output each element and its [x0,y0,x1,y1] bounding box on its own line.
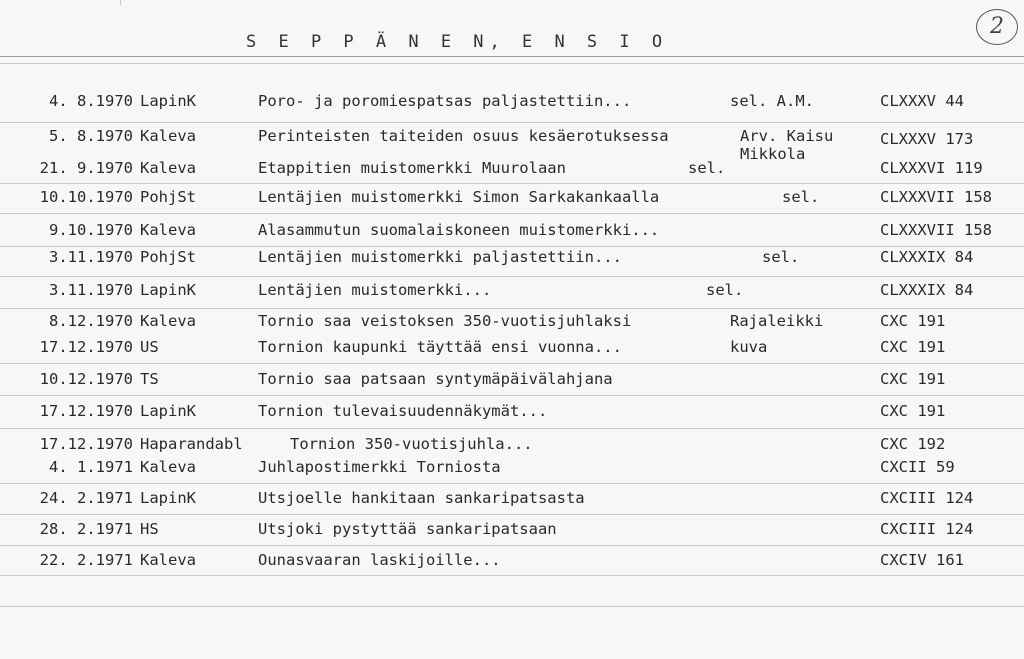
entry-reference: CLXXXV 44 [880,92,964,110]
entry-newspaper: US [140,338,159,356]
entry-note: sel. [706,281,744,299]
entry-note: sel. [782,188,820,206]
entry-reference: CLXXXVII 158 [880,221,992,239]
entry-title: Ounasvaaran laskijoille... [258,551,501,569]
entry-note: sel. [762,248,800,266]
entry-date: 3.11.1970 [49,281,133,299]
entry-newspaper: Haparandabl [140,435,243,453]
entry-reference: CXCIV 161 [880,551,964,569]
entry-note: sel. [688,159,726,177]
entry-date: 9.10.1970 [49,221,133,239]
entry-reference: CXCIII 124 [880,520,974,538]
entry-title: Lentäjien muistomerkki paljastettiin... [258,248,622,266]
entry-note: Rajaleikki [730,312,824,330]
entry-date: 4. 1.1971 [49,458,133,476]
entry-newspaper: PohjSt [140,248,196,266]
entry-reference: CLXXXVI 119 [880,159,983,177]
entry-title: Lentäjien muistomerkki Simon Sarkakankaalla [258,188,660,206]
entry-date: 4. 8.1970 [49,92,133,110]
entry-title: Etappitien muistomerkki Muurolaan [258,159,566,177]
divider [0,63,1024,64]
entry-title: Utsjoki pystyttää sankaripatsaan [258,520,557,538]
entry-title: Perinteisten taiteiden osuus kesäerotuksessa [258,127,669,145]
entry-note: sel. A.M. [730,92,814,110]
entry-reference: CXC 191 [880,402,946,420]
entry-reference: CXC 191 [880,370,946,388]
entry-reference: CLXXXV 173 [880,130,974,148]
entry-title: Tornion tulevaisuudennäkymät... [258,402,548,420]
entry-date: 10.12.1970 [39,370,133,388]
entry-title: Utsjoelle hankitaan sankaripatsasta [258,489,585,507]
entry-newspaper: Kaleva [140,312,196,330]
entry-newspaper: LapinK [140,489,196,507]
entry-newspaper: Kaleva [140,551,196,569]
entry-date: 22. 2.1971 [39,551,133,569]
entry-note: kuva [730,338,768,356]
entry-newspaper: PohjSt [140,188,196,206]
entry-reference: CLXXXVII 158 [880,188,992,206]
circled-page-number: 2 [976,9,1018,45]
entry-date: 21. 9.1970 [39,159,133,177]
entry-reference: CXCII 59 [880,458,955,476]
entry-newspaper: Kaleva [140,221,196,239]
entry-date: 28. 2.1971 [39,520,133,538]
entry-newspaper: LapinK [140,402,196,420]
entry-newspaper: TS [140,370,159,388]
entry-title: Juhlapostimerkki Torniosta [258,458,501,476]
entry-date: 3.11.1970 [49,248,133,266]
entry-date: 5. 8.1970 [49,127,133,145]
entry-newspaper: LapinK [140,281,196,299]
entry-note-continued: Mikkola [740,145,806,163]
entry-reference: CXC 191 [880,312,946,330]
entry-reference: CLXXXIX 84 [880,248,974,266]
entry-date: 17.12.1970 [39,435,133,453]
entry-title: Tornion kaupunki täyttää ensi vuonna... [258,338,622,356]
entry-title: Lentäjien muistomerkki... [258,281,492,299]
entry-date: 17.12.1970 [39,402,133,420]
entry-date: 24. 2.1971 [39,489,133,507]
entry-title: Tornio saa veistoksen 350-vuotisjuhlaksi [258,312,632,330]
entry-note: Arv. Kaisu [740,127,834,145]
divider [0,56,1024,57]
entry-newspaper: LapinK [140,92,196,110]
entry-newspaper: Kaleva [140,159,196,177]
entry-reference: CXC 192 [880,435,946,453]
entry-title: Poro- ja poromiespatsas paljastettiin... [258,92,632,110]
corner-mark [120,0,131,5]
entry-date: 10.10.1970 [39,188,133,206]
entry-newspaper: HS [140,520,159,538]
entry-title: Tornion 350-vuotisjuhla... [290,435,533,453]
entry-reference: CXC 191 [880,338,946,356]
entry-date: 8.12.1970 [49,312,133,330]
entry-reference: CXCIII 124 [880,489,974,507]
entry-date: 17.12.1970 [39,338,133,356]
entry-title: Alasammutun suomalaiskoneen muistomerkki... [258,221,660,239]
entry-newspaper: Kaleva [140,127,196,145]
index-entry [0,551,1024,659]
entry-reference: CLXXXIX 84 [880,281,974,299]
card-heading: S E P P Ä N E N, E N S I O [246,32,669,52]
entry-newspaper: Kaleva [140,458,196,476]
entry-title: Tornio saa patsaan syntymäpäivälahjana [258,370,613,388]
